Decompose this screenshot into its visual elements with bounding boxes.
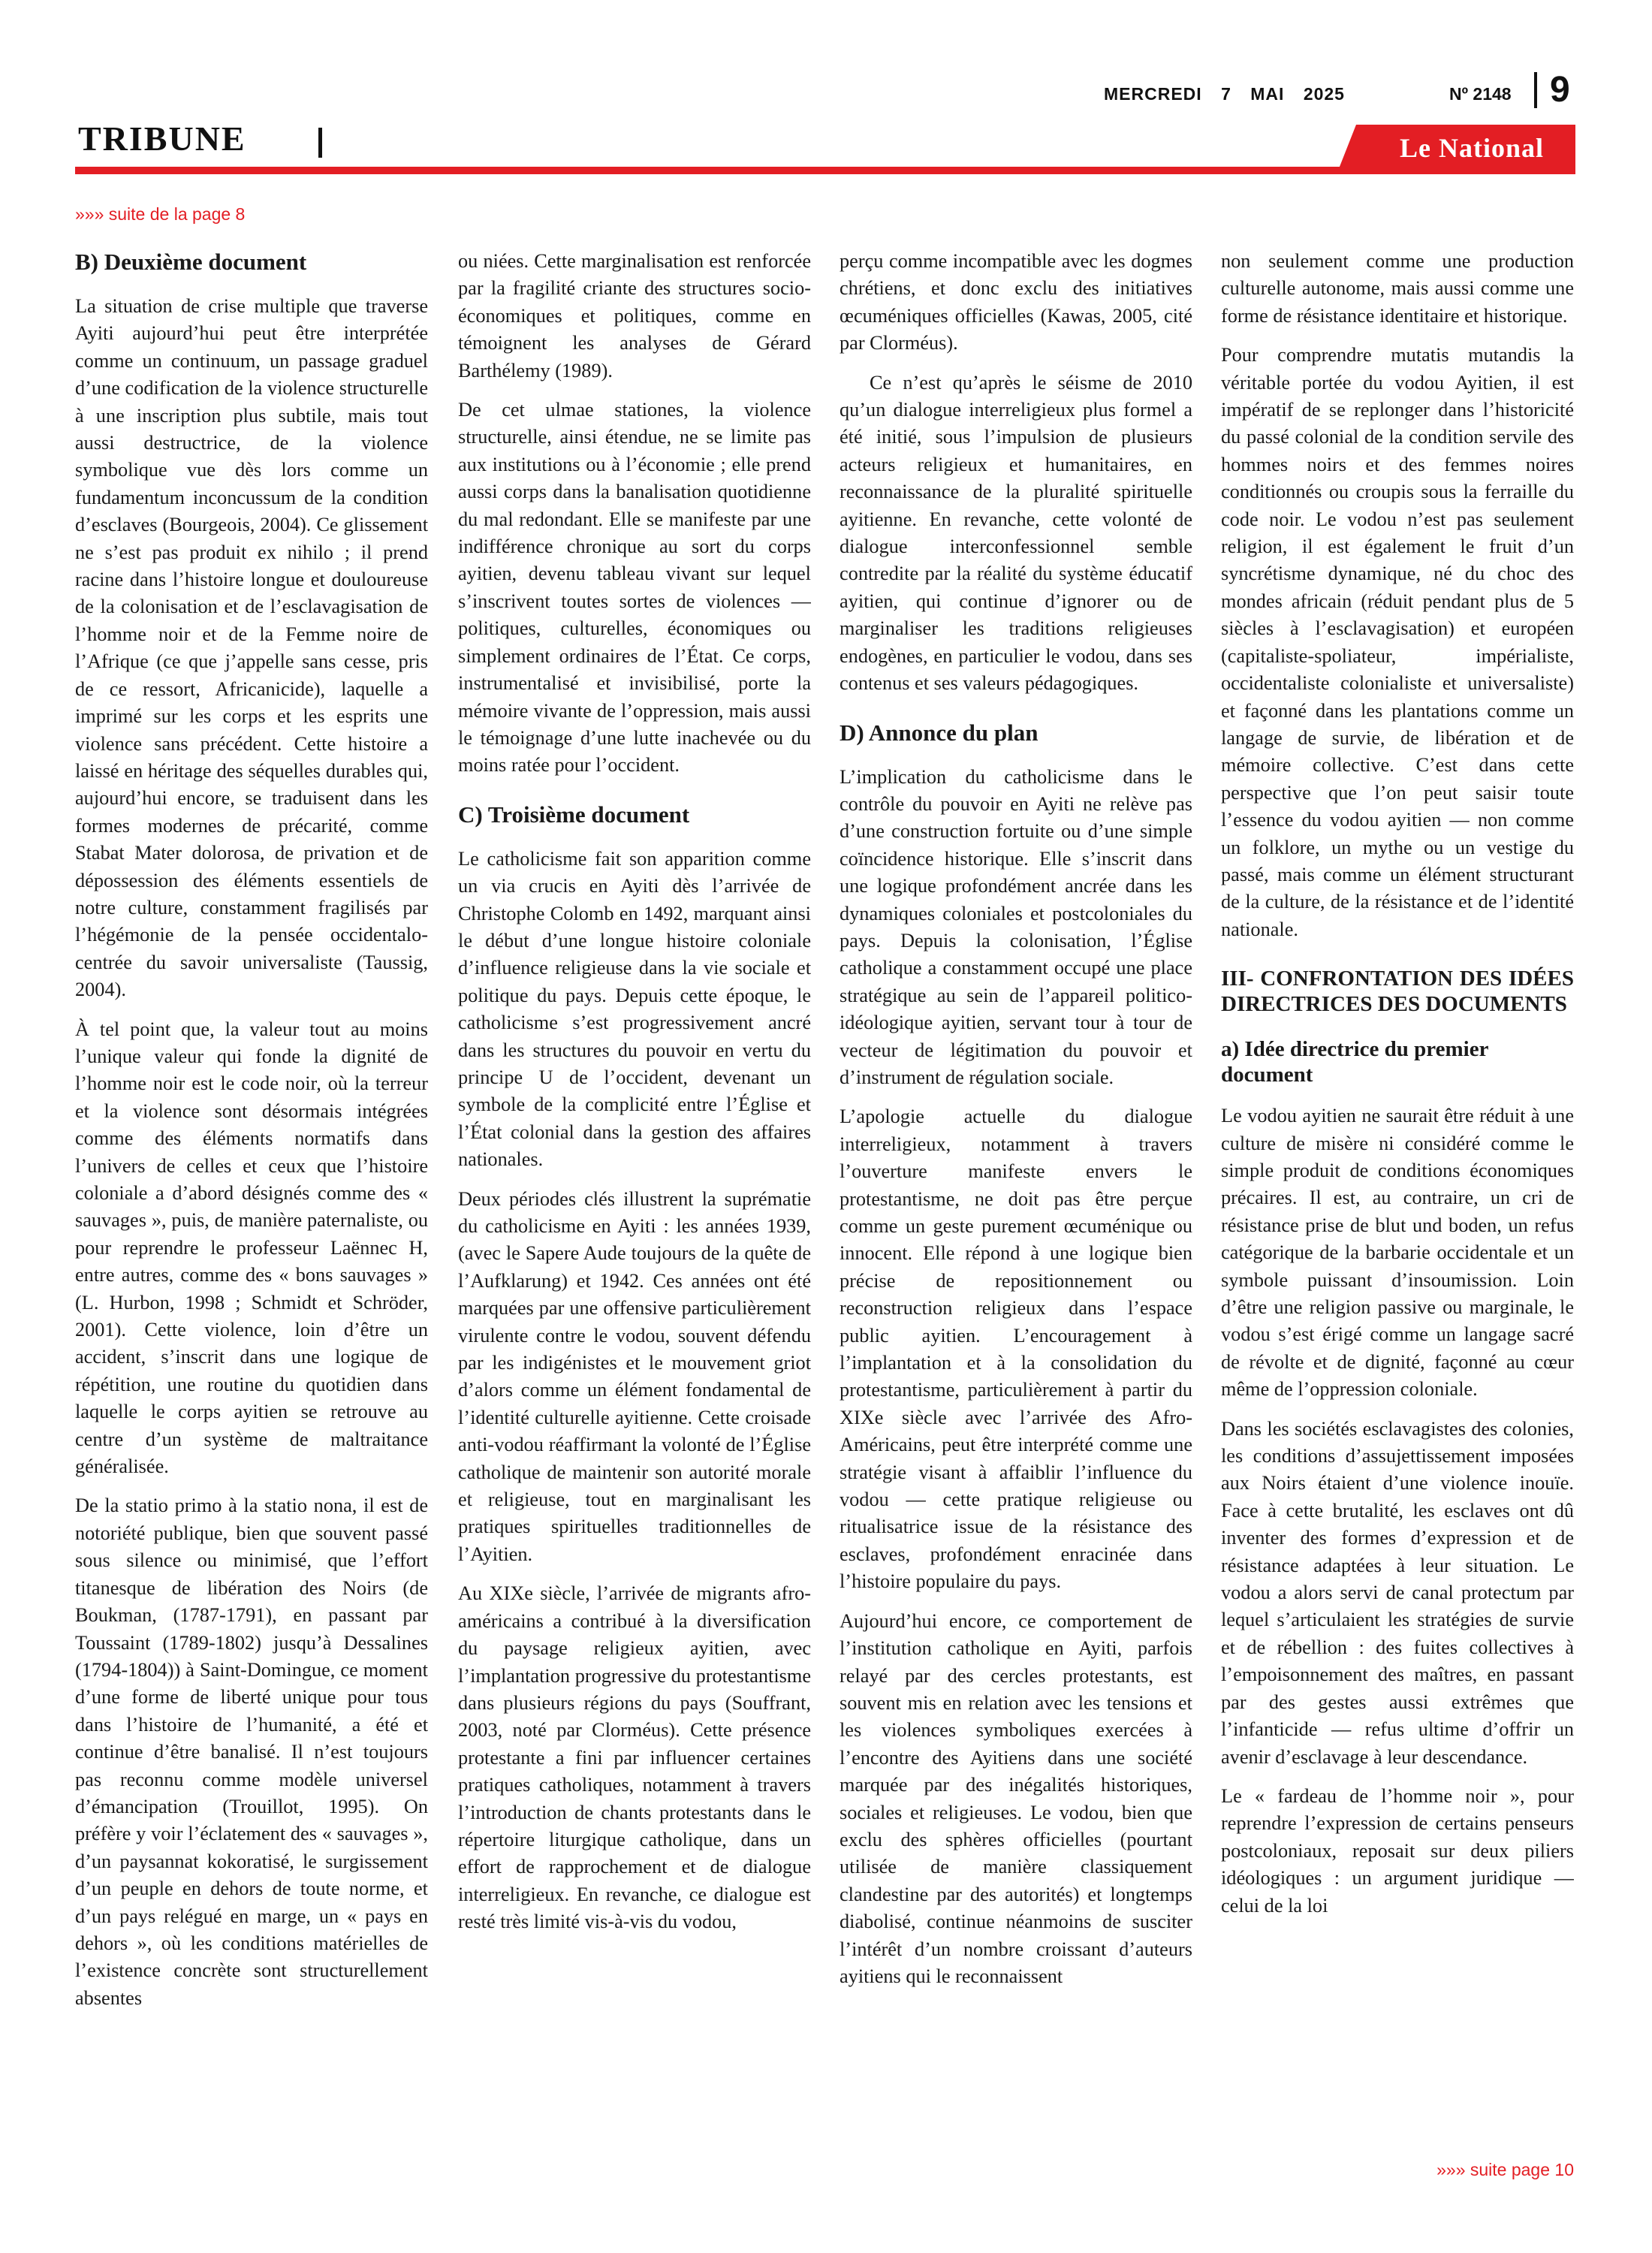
heading-troisieme-document: C) Troisième document	[458, 801, 690, 828]
heading-idee-directrice: a) Idée directrice du premier document	[1221, 1037, 1488, 1087]
article-column-4	[1221, 248, 1574, 2155]
section-divider	[318, 128, 322, 158]
date-year: 2025	[1303, 84, 1345, 104]
date-month: MAI	[1250, 84, 1285, 104]
article-column-2	[458, 248, 811, 2155]
continued-from-link[interactable]: »»» suite de la page 8	[75, 204, 246, 224]
date-number: 7	[1221, 84, 1231, 104]
issue-number: Nº 2148	[1449, 84, 1512, 104]
paragraph: ou niées. Cette marginalisation est renforcée par la fragilité criante des structures socio-économiques et politiques, comme en témoignent les analyses de Gérard Barthélemy (1989).	[458, 250, 811, 382]
masthead	[0, 0, 1652, 180]
paragraph: De cet ulmae stationes, la violence structurelle, ainsi étendue, ne se limite pas aux institutions ou à l’économie ; elle prend aussi corps dans la banalisation quotidienne du mal redondant. Elle se manifeste par une indifférence chronique au sort du corps ayitien, devenu tableau vivant sur lequel s’inscrivent toutes sortes de violences — politiques, culturelles, économiques ou simplement ordinaires de l’État. Ce corps, instrumentalisé et invisibilisé, porte la mémoire vivante de l’oppression, mais aussi le témoignage d’une lutte inachevée ou du moins ratée pour l’occident.	[458, 399, 811, 777]
article-column-3	[840, 248, 1192, 2155]
paragraph: Dans les sociétés esclavagistes des colonies, les conditions d’assujettissement imposées aux Noirs étaient d’une violence inouïe. Face à cette brutalité, les esclaves ont dû inventer des formes d’expression et de résistance adaptées à leur situation. Le vodou a alors servi de canal protectum par lequel s’articulaient les stratégies de survie et de rébellion : des fuites collectives à l’empoisonnement des maîtres, en passant par des gestes aussi extrêmes que l’infanticide — refus ultime d’offrir un avenir d’esclavage à leur descendance.	[1221, 1417, 1574, 1768]
paragraph: L’implication du catholicisme dans le contrôle du pouvoir en Ayiti ne relève pas d’une construction fortuite ou d’une simple coïncidence historique. Elle s’inscrit dans une logique profondément ancrée dans les dynamiques coloniales et postcoloniales du pays. Depuis la colonisation, l’Église catholique a constamment occupé une place stratégique au sein de l’appareil politico-idéologique ayitien, servant tour à tour de vecteur de légitimation du pouvoir et d’instrument de régulation sociale.	[840, 765, 1192, 1088]
paragraph: non seulement comme une production culturelle autonome, mais aussi comme une forme de résistance identitaire et historique.	[1221, 250, 1574, 327]
paragraph: À tel point que, la valeur tout au moins l’unique valeur qui fonde la dignité de l’homme noir est le code noir, où la terreur et la violence sont désormais intégrées comme des éléments normatifs dans l’univers de celles et ceux que l’histoire coloniale a d’abord désignés comme des « sauvages », puis, de manière paternaliste, ou pour reprendre le professeur Laënnec H, entre autres, comme des « bons sauvages » (L. Hurbon, 1998 ; Schmidt et Schröder, 2001). Cette violence, loin d’être un accident, s’inscrit dans une logique de répétition, une routine du quotidien dans laquelle le corps ayitien se retrouve au centre d’un système de maltraitance généralisée.	[75, 1018, 428, 1478]
paragraph: Le « fardeau de l’homme noir », pour reprendre l’expression de certains penseurs postcoloniaux, reposait sur deux piliers idéologiques : un argument juridique — celui de la loi	[1221, 1784, 1574, 1917]
paragraph: Aujourd’hui encore, ce comportement de l’institution catholique en Ayiti, parfois relayé par des cercles protestants, est souvent mis en relation avec les tensions et les violences symboliques exercées à l’encontre des Ayitiens dans une société marquée par des inégalités historiques, sociales et religieuses. Le vodou, bien que exclu des sphères officielles (pourtant utilisée de manière classiquement clandestine par des autorités) et longtemps diabolisé, continue néanmoins de susciter l’intérêt d’un nombre croissant d’auteurs ayitiens qui le reconnaissent	[840, 1609, 1192, 1987]
header-divider	[1534, 72, 1537, 108]
paragraph: Le catholicisme fait son apparition comme un via crucis en Ayiti dès l’arrivée de Christophe Colomb en 1492, marquant ainsi le début d’une longue histoire coloniale d’influence religieuse dans la vie sociale et politique du pays. Depuis cette époque, le catholicisme s’est progressivement ancré dans les structures du pouvoir en vertu du principe U de l’occident, devenant un symbole de la complicité entre l’Église et l’État colonial dans la gestion des affaires nationales.	[458, 847, 811, 1171]
paragraph: Le vodou ayitien ne saurait être réduit à une culture de misère ni considéré comme le simple produit de conditions économiques précaires. Il est, au contraire, un cri de résistance prise de blut und boden, un refus catégorique de la barbarie occidentale et un symbole puissant d’insoumission. Loin d’être une religion passive ou marginale, le vodou s’est érigé comme un langage sacré de révolte et de dignité, façonné au cœur même de l’oppression coloniale.	[1221, 1105, 1574, 1401]
paragraph: perçu comme incompatible avec les dogmes chrétiens, et donc exclu des initiatives œcuméniques officielles (Kawas, 2005, cité par Clorméus).	[840, 250, 1192, 354]
paragraph: Au XIXe siècle, l’arrivée de migrants afro-américains a contribué à la diversification du paysage religieux ayitien, avec l’implantation progressive du protestantisme dans plusieurs régions du pays (Souffrant, 2003, noté par Clorméus). Cette présence protestante a fini par influencer certaines pratiques catholiques, notamment à travers l’introduction de chants protestants dans le répertoire liturgique catholique, dans un effort de rapprochement et de dialogue interreligieux. En revanche, ce dialogue est resté très limité vis-à-vis du vodou,	[458, 1582, 811, 1933]
paragraph: De la statio primo à la statio nona, il est de notoriété publique, bien que souvent passé sous silence ou minimisé, que l’effort titanesque de libération des Noirs (de Boukman, (1787-1791), en passant par Toussaint (1789-1802) jusqu’à Dessalines (1794-1804)) à Saint-Domingue, ce moment d’une forme de liberté unique pour tous dans l’histoire de l’humanité, a été et continue d’être banalisé. Il n’est toujours pas reconnu comme modèle universel d’émancipation (Trouillot, 1995). On préfère y voir l’éclatement des « sauvages », d’un paysannat kokoratisé, le surgissement d’un peuple en dehors de toute norme, et d’un pays relégué en marge, un « pays en dehors », où les conditions matérielles de l’existence concrète sont structurellement absentes	[75, 1494, 428, 2009]
heading-deuxieme-document: B) Deuxième document	[75, 249, 307, 275]
section-title: TRIBUNE	[78, 119, 246, 158]
date-day: MERCREDI	[1104, 84, 1202, 104]
paragraph: La situation de crise multiple que traverse Ayiti aujourd’hui peut être interprétée comme un continuum, un passage graduel d’une codification de la violence structurelle à une inscription plus subtile, mais tout aussi destructrice, de la violence symbolique vue dès lors comme un fundamentum inconcussum de la condition d’esclaves (Bourgeois, 2004). Ce glissement ne s’est pas produit ex nihilo ; il prend racine dans l’histoire longue et douloureuse de la colonisation et de l’esclavagisation de l’homme noir et de la Femme noire de l’Afrique (ce que j’appelle sans cesse, pris de ce ressort, Africanicide), laquelle a imprimé sur les corps et les esprits une violence sans précédent. Cette histoire a laissé en héritage des séquelles durables qui, aujourd’hui encore, se traduisent dans les formes modernes de précarité, comme Stabat Mater dolorosa, de privation et de dépossession des éléments essentiels de notre culture, constamment fragilisés par l’hégémonie de la pensée occidentalo-centrée du savoir universaliste (Taussig, 2004).	[75, 295, 428, 1001]
heading-annonce-du-plan: D) Annonce du plan	[840, 719, 1039, 746]
page-number: 9	[1550, 70, 1570, 110]
issue-date	[1104, 84, 1358, 104]
paragraph: Pour comprendre mutatis mutandis la véritable portée du vodou Ayitien, il est impératif de se replonger dans l’historicité du passé colonial de la condition servile des hommes noirs et des femmes noires conditionnés ou croupis sous la ferraille du code noir. Le vodou n’est pas seulement religion, il est également le fruit d’un syncrétisme dynamique, né du choc des mondes africain (réduit pendant plus de 5 siècles à l’esclavagisation) et européen (capitaliste-spoliateur, impérialiste, occidentaliste colonialiste et universaliste) et façonné dans les plantations comme un langage de survie, de libération et de mémoire collective. C’est dans cette perspective que l’on peut saisir toute l’essence du vodou ayitien — non comme un folklore, un mythe ou un vestige du passé, mais comme un élément structurant de la culture, de la résistance et de l’identité nationale.	[1221, 344, 1574, 940]
newspaper-logo: Le National	[1399, 133, 1544, 163]
heading-confrontation: III- CONFRONTATION DES IDÉES DIRECTRICES DES DOCUMENTS	[1221, 967, 1574, 1017]
paragraph: L’apologie actuelle du dialogue interreligieux, notamment à travers l’ouverture manifeste envers le protestantisme, ne doit pas être perçue comme un geste purement œcuménique ou innocent. Elle répond à une logique bien précise de repositionnement ou reconstruction religieux dans l’espace public ayitien. L’encouragement à l’implantation et à la consolidation du protestantisme, particulièrement à partir du XIXe siècle avec l’arrivée des Afro-Américains, peut être interprété comme une stratégie visant à affaiblir l’influence du vodou — cette pratique religieuse ou ritualisatrice issue de la résistance des esclaves, profondément enracinée dans l’histoire populaire du pays.	[840, 1105, 1192, 1593]
paragraph: Ce n’est qu’après le séisme de 2010 qu’un dialogue interreligieux plus formel a été initié, sous l’impulsion de plusieurs acteurs religieux et humanitaires, en reconnaissance de la pluralité spirituelle ayitienne. En revanche, cette volonté de dialogue interconfessionnel semble contredite par la réalité du système éducatif ayitien, qui continue d’ignorer ou de marginaliser les traditions religieuses endogènes, en particulier le vodou, dans ses contenus et ses valeurs pédagogiques.	[840, 371, 1192, 695]
article-column-1	[75, 248, 428, 2155]
continued-to-link[interactable]: »»» suite page 10	[1436, 2160, 1574, 2179]
paragraph: Deux périodes clés illustrent la suprématie du catholicisme en Ayiti : les années 1939, (avec le Sapere Aude toujours de la quête de l’Aufklarung) et 1942. Ces années ont été marquées par une offensive particulièrement virulente contre le vodou, souvent défendu par les indigénistes et le mouvement griot d’alors comme un élément fondamental de l’identité culturelle ayitienne. Cette croisade anti-vodou réaffirmant la volonté de l’Église catholique de maintenir son autorité morale et religieuse, tout en marginalisant les pratiques spirituelles traditionnelles de l’Ayitien.	[458, 1187, 811, 1565]
